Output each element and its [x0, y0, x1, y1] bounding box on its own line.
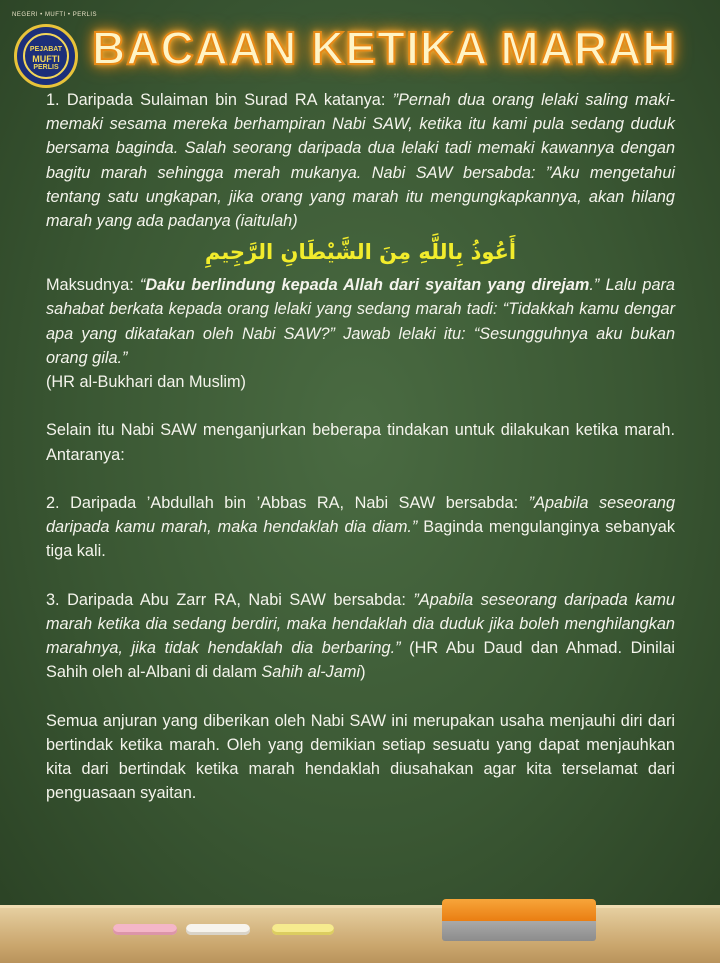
p2-bold-quote: Daku berlindung kepada Allah dari syaitan yang direjam [145, 276, 590, 295]
p5-end: ) [360, 663, 366, 682]
logo-caption: NEGERI • MUFTI • PERLIS [12, 12, 98, 18]
p5-tail: (HR Abu Daud dan Ahmad. Dinilai Sahih oleh al-Albani di dalam [46, 639, 675, 682]
eraser-handle [442, 899, 596, 921]
paragraph-5 [46, 588, 675, 685]
spacer [46, 394, 675, 418]
mufti-perlis-logo [14, 24, 78, 88]
p5-quote: ”Apabila seseorang daripada kamu marah ketika dia sedang berdiri, maka hendaklah dia duduk jika boleh menghilangkan marahnya, jika tidak hendaklah dia berbaring.” [46, 590, 675, 658]
p1-lead: 1. Daripada Sulaiman bin Surad RA katanya: [46, 91, 393, 109]
spacer [46, 685, 675, 709]
spacer [46, 564, 675, 588]
paragraph-3: Selain itu Nabi SAW menganjurkan beberapa tindakan untuk dilakukan ketika marah. Antaranya: [46, 421, 675, 464]
p4-lead: 2. Daripada ’Abdullah bin ’Abbas RA, Nabi SAW bersabda: [46, 494, 529, 513]
paragraph-4 [46, 491, 675, 564]
p4-tail: Baginda mengulanginya sebanyak tiga kali. [46, 518, 675, 561]
logo-text-2: MUFTI [32, 54, 60, 64]
paragraph-6: Semua anjuran yang diberikan oleh Nabi SAW ini merupakan usaha menjauhi diri dari bertindak ketika marah. Oleh yang demikian setiap sesuatu yang dapat menjauhkan kita dari bertindak ketika marah hendaklah diusahakan agar kita terselamat dari penguasaan syaitan. [46, 711, 675, 803]
arabic-taawwudh: أَعُوذُ بِاللَّهِ مِنَ الشَّيْطَانِ الرَّجِيمِ [204, 240, 517, 265]
eraser-felt [442, 921, 596, 941]
chalk-ledge [0, 905, 720, 963]
page-title: BACAAN KETIKA MARAH [92, 22, 677, 74]
article-body [46, 88, 675, 806]
pink-chalk-icon [113, 924, 177, 935]
p2-reference: (HR al-Bukhari dan Muslim) [46, 373, 246, 392]
spacer [46, 467, 675, 491]
p4-quote: ”Apabila seseorang daripada kamu marah, maka hendaklah dia diam.” [46, 494, 675, 537]
p2-open-quote: “ [139, 276, 146, 295]
p5-lead: 3. Daripada Abu Zarr RA, Nabi SAW bersabda: [46, 590, 414, 609]
yellow-chalk-icon [272, 924, 334, 935]
p2-lead: Maksudnya: [46, 276, 140, 295]
p1-quote: ”Pernah dua orang lelaki saling maki-memaki sesama mereka berhampiran Nabi SAW, ketika itu kami pula sedang duduk bersama baginda. Salah seorang daripada dua lelaki tadi memaki kawannya dengan bagitu marah sehingga merah mukanya. Nabi SAW bersabda: ”Aku mengetahui tentang satu ungkapan, jika orang yang marah itu mengungkapkannya, akan hilang marah yang ada padanya (iaitulah) [46, 91, 675, 231]
logo-text-3: PERLIS [33, 64, 59, 71]
paragraph-2 [46, 273, 675, 370]
logo-text-1: PEJABAT [29, 46, 63, 53]
eraser-icon [442, 899, 596, 941]
p2-rest: .” Lalu para sahabat berkata kepada orang lelaki yang sedang marah tadi: “Tidakkah kamu dengar apa yang dikatakan oleh Nabi SAW?” Jawab lelaki itu: “Sesungguhnya aku bukan orang gila.” [46, 276, 675, 367]
paragraph-1 [46, 88, 675, 233]
white-chalk-icon [186, 924, 250, 935]
p5-book: Sahih al-Jami [261, 663, 361, 682]
